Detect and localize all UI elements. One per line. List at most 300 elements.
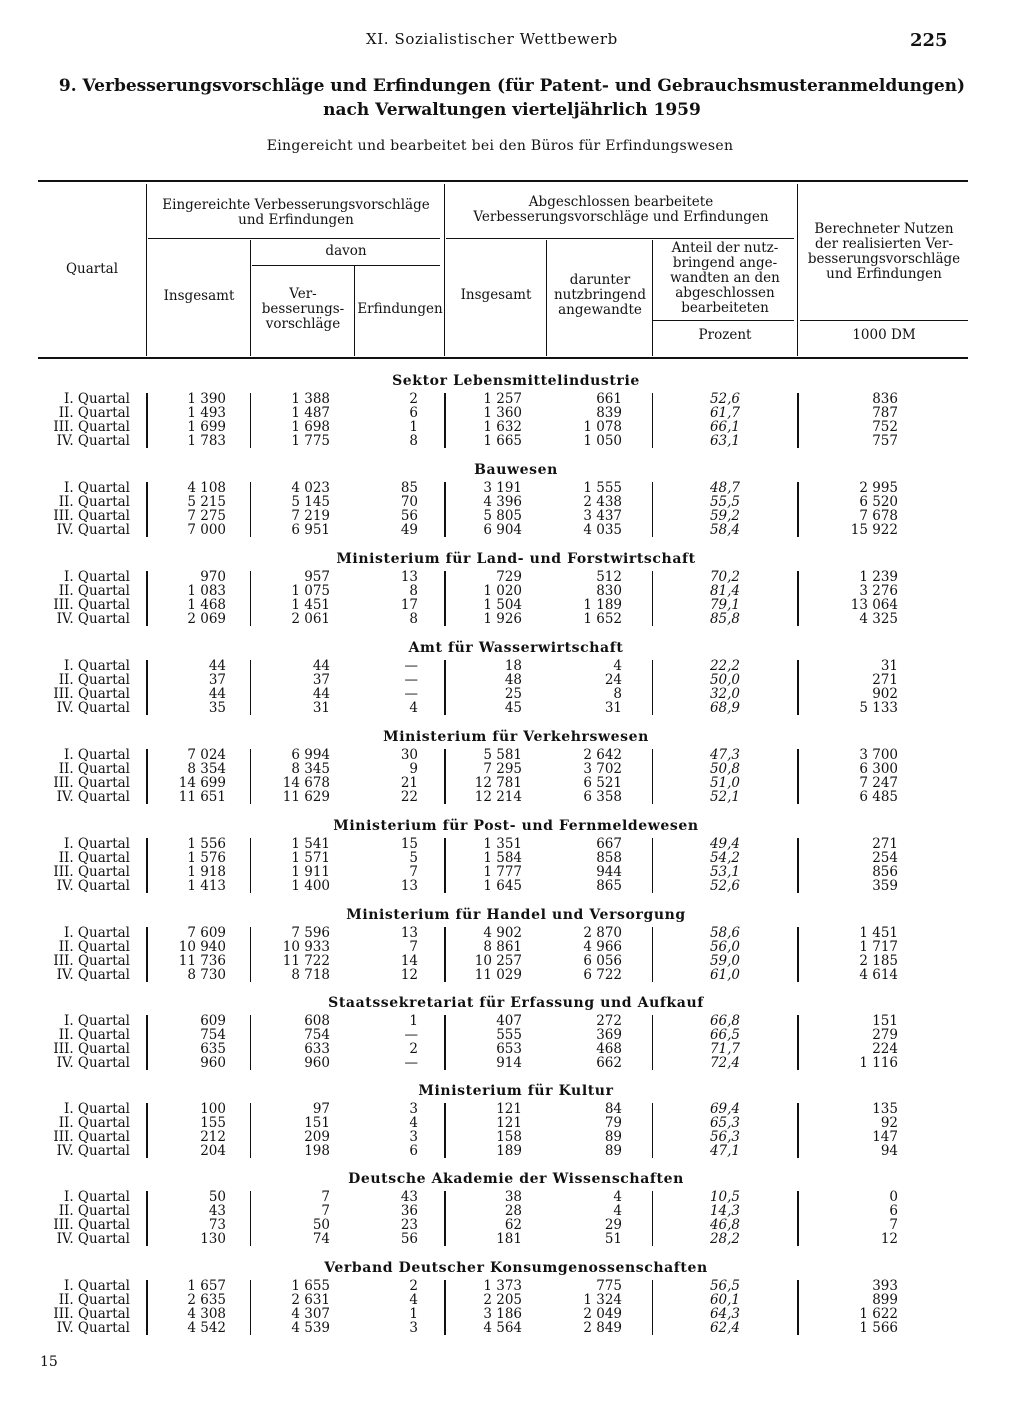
column-divider <box>444 482 446 537</box>
cell-verbesserungsvorschlaege: 209 <box>304 1129 330 1145</box>
header-prozent: Prozent <box>698 327 752 343</box>
cell-nutzbringend: 29 <box>604 1217 622 1233</box>
column-divider <box>444 1280 446 1335</box>
cell-quartal: IV. Quartal <box>56 1231 130 1247</box>
cell-erfindungen: — <box>404 672 418 688</box>
cell-abgeschlossen-insgesamt: 5 581 <box>483 747 522 763</box>
column-divider <box>146 1015 148 1070</box>
cell-nutzbringend: 468 <box>596 1041 622 1057</box>
cell-nutzen: 1 717 <box>859 939 898 955</box>
cell-quartal: IV. Quartal <box>56 1055 130 1071</box>
cell-verbesserungsvorschlaege: 6 951 <box>291 522 330 538</box>
cell-anteil-prozent: 49,4 <box>709 836 740 852</box>
cell-verbesserungsvorschlaege: 44 <box>312 658 330 674</box>
page-number: 225 <box>910 30 948 51</box>
cell-quartal: IV. Quartal <box>56 700 130 716</box>
cell-erfindungen: 4 <box>409 700 418 716</box>
column-divider <box>146 838 148 893</box>
cell-nutzbringend: 2 870 <box>583 925 622 941</box>
cell-abgeschlossen-insgesamt: 1 020 <box>483 583 522 599</box>
header-erfindungen: Erfindungen <box>357 301 443 317</box>
cell-abgeschlossen-insgesamt: 555 <box>496 1027 522 1043</box>
cell-abgeschlossen-insgesamt: 7 295 <box>483 761 522 777</box>
cell-erfindungen: 8 <box>409 433 418 449</box>
cell-verbesserungsvorschlaege: 4 307 <box>291 1306 330 1322</box>
section-heading: Verband Deutscher Konsumgenossenschaften <box>324 1260 708 1276</box>
cell-anteil-prozent: 62,4 <box>709 1320 740 1336</box>
cell-nutzen: 151 <box>872 1013 898 1029</box>
cell-erfindungen: 3 <box>409 1320 418 1336</box>
cell-abgeschlossen-insgesamt: 158 <box>496 1129 522 1145</box>
cell-nutzbringend: 2 849 <box>583 1320 622 1336</box>
cell-abgeschlossen-insgesamt: 1 665 <box>483 433 522 449</box>
cell-quartal: II. Quartal <box>58 1115 130 1131</box>
cell-quartal: I. Quartal <box>64 480 130 496</box>
cell-nutzen: 393 <box>872 1278 898 1294</box>
cell-erfindungen: 6 <box>409 405 418 421</box>
cell-verbesserungsvorschlaege: 1 487 <box>291 405 330 421</box>
cell-nutzen: 15 922 <box>850 522 898 538</box>
cell-eingereicht-insgesamt: 10 940 <box>178 939 226 955</box>
cell-anteil-prozent: 59,2 <box>709 508 740 524</box>
cell-eingereicht-insgesamt: 130 <box>200 1231 226 1247</box>
cell-verbesserungsvorschlaege: 1 451 <box>291 597 330 613</box>
column-divider <box>146 749 148 804</box>
header-abgeschlossen <box>446 195 796 225</box>
cell-erfindungen: 1 <box>409 1013 418 1029</box>
cell-nutzen: 752 <box>872 419 898 435</box>
header-quartal: Quartal <box>65 261 119 277</box>
column-divider <box>250 1015 251 1070</box>
cell-nutzen: 1 566 <box>859 1320 898 1336</box>
column-divider <box>652 838 653 893</box>
header-davon: davon <box>325 243 367 259</box>
cell-nutzbringend: 667 <box>596 836 622 852</box>
column-divider <box>652 1103 653 1158</box>
cell-nutzbringend: 1 189 <box>583 597 622 613</box>
cell-eingereicht-insgesamt: 11 651 <box>178 789 226 805</box>
cell-quartal: II. Quartal <box>58 1027 130 1043</box>
cell-quartal: II. Quartal <box>58 494 130 510</box>
cell-abgeschlossen-insgesamt: 3 186 <box>483 1306 522 1322</box>
column-divider <box>250 927 251 982</box>
cell-quartal: II. Quartal <box>58 850 130 866</box>
cell-erfindungen: 3 <box>409 1101 418 1117</box>
cell-eingereicht-insgesamt: 609 <box>200 1013 226 1029</box>
header-anteil-line: wandten an den <box>670 270 780 286</box>
cell-verbesserungsvorschlaege: 1 775 <box>291 433 330 449</box>
cell-erfindungen: 8 <box>409 583 418 599</box>
cell-abgeschlossen-insgesamt: 25 <box>504 686 522 702</box>
column-divider <box>797 571 799 626</box>
header-anteil-line: Anteil der nutz- <box>671 240 779 256</box>
column-divider <box>652 660 653 715</box>
cell-anteil-prozent: 79,1 <box>709 597 740 613</box>
cell-erfindungen: 85 <box>400 480 418 496</box>
cell-quartal: III. Quartal <box>53 864 130 880</box>
cell-nutzen: 5 133 <box>859 700 898 716</box>
cell-anteil-prozent: 71,7 <box>709 1041 740 1057</box>
cell-erfindungen: 22 <box>400 789 418 805</box>
cell-verbesserungsvorschlaege: 74 <box>312 1231 330 1247</box>
cell-verbesserungsvorschlaege: 10 933 <box>282 939 330 955</box>
running-head: XI. Sozialistischer Wettbewerb <box>366 30 618 48</box>
cell-verbesserungsvorschlaege: 1 655 <box>291 1278 330 1294</box>
cell-quartal: III. Quartal <box>53 775 130 791</box>
cell-nutzen: 7 <box>889 1217 898 1233</box>
column-divider <box>652 482 653 537</box>
cell-nutzbringend: 6 722 <box>583 967 622 983</box>
cell-erfindungen: 1 <box>409 1306 418 1322</box>
cell-abgeschlossen-insgesamt: 1 645 <box>483 878 522 894</box>
cell-nutzen: 6 485 <box>859 789 898 805</box>
cell-nutzen: 836 <box>872 391 898 407</box>
header-verbesserungsvorschlaege <box>252 287 354 332</box>
cell-nutzen: 2 995 <box>859 480 898 496</box>
cell-nutzbringend: 1 652 <box>583 611 622 627</box>
cell-eingereicht-insgesamt: 1 468 <box>187 597 226 613</box>
column-divider <box>250 749 251 804</box>
cell-quartal: III. Quartal <box>53 419 130 435</box>
column-divider <box>652 749 653 804</box>
cell-erfindungen: 12 <box>400 967 418 983</box>
cell-quartal: I. Quartal <box>64 1013 130 1029</box>
cell-anteil-prozent: 10,5 <box>709 1189 740 1205</box>
section-heading: Sektor Lebensmittelindustrie <box>392 373 640 389</box>
header-bottom-rule <box>38 357 968 359</box>
cell-erfindungen: 2 <box>409 1041 418 1057</box>
table-title <box>0 74 1024 122</box>
cell-nutzen: 279 <box>872 1027 898 1043</box>
cell-abgeschlossen-insgesamt: 1 257 <box>483 391 522 407</box>
cell-anteil-prozent: 61,0 <box>709 967 740 983</box>
cell-abgeschlossen-insgesamt: 5 805 <box>483 508 522 524</box>
header-anteil-line: bearbeiteten <box>681 300 769 316</box>
column-divider <box>146 1280 148 1335</box>
cell-erfindungen: — <box>404 1055 418 1071</box>
cell-erfindungen: 36 <box>400 1203 418 1219</box>
cell-anteil-prozent: 69,4 <box>709 1101 740 1117</box>
cell-anteil-prozent: 14,3 <box>709 1203 740 1219</box>
cell-anteil-prozent: 61,7 <box>709 405 740 421</box>
cell-nutzen: 13 064 <box>850 597 898 613</box>
cell-abgeschlossen-insgesamt: 38 <box>504 1189 522 1205</box>
cell-erfindungen: 2 <box>409 1278 418 1294</box>
cell-abgeschlossen-insgesamt: 1 632 <box>483 419 522 435</box>
cell-verbesserungsvorschlaege: 1 400 <box>291 878 330 894</box>
cell-eingereicht-insgesamt: 635 <box>200 1041 226 1057</box>
column-divider <box>797 1280 799 1335</box>
cell-quartal: III. Quartal <box>53 1306 130 1322</box>
cell-nutzen: 7 678 <box>859 508 898 524</box>
section-heading: Ministerium für Post- und Fernmeldewesen <box>333 818 699 834</box>
cell-abgeschlossen-insgesamt: 729 <box>496 569 522 585</box>
cell-nutzen: 271 <box>872 672 898 688</box>
cell-nutzbringend: 661 <box>596 391 622 407</box>
cell-anteil-prozent: 28,2 <box>709 1231 740 1247</box>
cell-verbesserungsvorschlaege: 7 <box>321 1189 330 1205</box>
header-divider <box>250 240 251 356</box>
cell-anteil-prozent: 50,8 <box>709 761 740 777</box>
column-divider <box>652 571 653 626</box>
cell-nutzen: 31 <box>880 658 898 674</box>
cell-nutzen: 3 276 <box>859 583 898 599</box>
cell-nutzen: 0 <box>889 1189 898 1205</box>
cell-abgeschlossen-insgesamt: 1 360 <box>483 405 522 421</box>
cell-quartal: I. Quartal <box>64 1189 130 1205</box>
cell-verbesserungsvorschlaege: 8 345 <box>291 761 330 777</box>
column-divider <box>444 660 446 715</box>
column-divider <box>444 1191 446 1246</box>
cell-abgeschlossen-insgesamt: 4 396 <box>483 494 522 510</box>
cell-anteil-prozent: 64,3 <box>709 1306 740 1322</box>
cell-eingereicht-insgesamt: 1 493 <box>187 405 226 421</box>
cell-quartal: III. Quartal <box>53 953 130 969</box>
cell-erfindungen: 70 <box>400 494 418 510</box>
table-title-line-1: 9. Verbesserungsvorschläge und Erfindungen (für Patent- und Gebrauchsmusteranmeldungen) <box>58 76 966 96</box>
cell-nutzen: 359 <box>872 878 898 894</box>
cell-abgeschlossen-insgesamt: 121 <box>496 1115 522 1131</box>
cell-quartal: I. Quartal <box>64 1101 130 1117</box>
column-divider <box>250 660 251 715</box>
cell-quartal: III. Quartal <box>53 597 130 613</box>
cell-verbesserungsvorschlaege: 1 541 <box>291 836 330 852</box>
cell-nutzen: 6 300 <box>859 761 898 777</box>
cell-nutzen: 254 <box>872 850 898 866</box>
cell-abgeschlossen-insgesamt: 4 902 <box>483 925 522 941</box>
column-divider <box>797 1191 799 1246</box>
header-vv-line: Ver- <box>289 286 317 302</box>
cell-quartal: IV. Quartal <box>56 1143 130 1159</box>
cell-eingereicht-insgesamt: 1 657 <box>187 1278 226 1294</box>
cell-nutzbringend: 944 <box>596 864 622 880</box>
cell-abgeschlossen-insgesamt: 1 926 <box>483 611 522 627</box>
cell-abgeschlossen-insgesamt: 45 <box>504 700 522 716</box>
header-nutzen-line: Berechneter Nutzen <box>814 221 954 237</box>
cell-verbesserungsvorschlaege: 50 <box>312 1217 330 1233</box>
cell-nutzen: 899 <box>872 1292 898 1308</box>
cell-anteil-prozent: 52,1 <box>709 789 740 805</box>
cell-erfindungen: — <box>404 686 418 702</box>
cell-abgeschlossen-insgesamt: 653 <box>496 1041 522 1057</box>
cell-eingereicht-insgesamt: 37 <box>208 672 226 688</box>
cell-erfindungen: 56 <box>400 508 418 524</box>
column-divider <box>652 1191 653 1246</box>
cell-anteil-prozent: 66,8 <box>709 1013 740 1029</box>
cell-eingereicht-insgesamt: 1 556 <box>187 836 226 852</box>
cell-nutzbringend: 8 <box>613 686 622 702</box>
cell-eingereicht-insgesamt: 1 918 <box>187 864 226 880</box>
cell-eingereicht-insgesamt: 1 413 <box>187 878 226 894</box>
cell-abgeschlossen-insgesamt: 1 504 <box>483 597 522 613</box>
cell-nutzbringend: 6 358 <box>583 789 622 805</box>
cell-verbesserungsvorschlaege: 1 075 <box>291 583 330 599</box>
cell-erfindungen: 4 <box>409 1115 418 1131</box>
cell-quartal: III. Quartal <box>53 686 130 702</box>
cell-nutzen: 147 <box>872 1129 898 1145</box>
cell-eingereicht-insgesamt: 50 <box>208 1189 226 1205</box>
cell-eingereicht-insgesamt: 8 354 <box>187 761 226 777</box>
column-divider <box>146 927 148 982</box>
cell-eingereicht-insgesamt: 1 083 <box>187 583 226 599</box>
cell-nutzen: 1 622 <box>859 1306 898 1322</box>
cell-anteil-prozent: 60,1 <box>709 1292 740 1308</box>
cell-eingereicht-insgesamt: 4 542 <box>187 1320 226 1336</box>
cell-erfindungen: — <box>404 1027 418 1043</box>
cell-anteil-prozent: 56,5 <box>709 1278 740 1294</box>
cell-nutzen: 94 <box>880 1143 898 1159</box>
cell-nutzbringend: 4 <box>613 1203 622 1219</box>
cell-anteil-prozent: 53,1 <box>709 864 740 880</box>
header-abgeschlossen-line: Verbesserungsvorschläge und Erfindungen <box>473 209 769 225</box>
cell-abgeschlossen-insgesamt: 189 <box>496 1143 522 1159</box>
cell-verbesserungsvorschlaege: 2 061 <box>291 611 330 627</box>
cell-quartal: I. Quartal <box>64 925 130 941</box>
cell-nutzen: 7 247 <box>859 775 898 791</box>
cell-nutzen: 902 <box>872 686 898 702</box>
column-divider <box>797 1015 799 1070</box>
cell-eingereicht-insgesamt: 7 000 <box>187 522 226 538</box>
cell-verbesserungsvorschlaege: 198 <box>304 1143 330 1159</box>
cell-erfindungen: 13 <box>400 878 418 894</box>
cell-anteil-prozent: 46,8 <box>709 1217 740 1233</box>
cell-eingereicht-insgesamt: 970 <box>200 569 226 585</box>
cell-anteil-prozent: 48,7 <box>709 480 740 496</box>
cell-nutzbringend: 4 <box>613 658 622 674</box>
cell-quartal: IV. Quartal <box>56 1320 130 1336</box>
column-divider <box>444 1015 446 1070</box>
cell-eingereicht-insgesamt: 204 <box>200 1143 226 1159</box>
cell-erfindungen: 6 <box>409 1143 418 1159</box>
cell-quartal: II. Quartal <box>58 1203 130 1219</box>
cell-eingereicht-insgesamt: 212 <box>200 1129 226 1145</box>
cell-abgeschlossen-insgesamt: 181 <box>496 1231 522 1247</box>
cell-verbesserungsvorschlaege: 6 994 <box>291 747 330 763</box>
cell-erfindungen: 1 <box>409 419 418 435</box>
cell-nutzen: 12 <box>880 1231 898 1247</box>
header-darunter-line: darunter <box>569 272 631 288</box>
header-rule-eingereicht <box>148 238 440 239</box>
cell-anteil-prozent: 56,3 <box>709 1129 740 1145</box>
cell-quartal: III. Quartal <box>53 508 130 524</box>
cell-verbesserungsvorschlaege: 633 <box>304 1041 330 1057</box>
cell-erfindungen: 3 <box>409 1129 418 1145</box>
cell-nutzbringend: 6 521 <box>583 775 622 791</box>
cell-erfindungen: 8 <box>409 611 418 627</box>
cell-nutzen: 6 <box>889 1203 898 1219</box>
section-heading: Ministerium für Verkehrswesen <box>383 729 649 745</box>
cell-nutzbringend: 89 <box>604 1143 622 1159</box>
cell-abgeschlossen-insgesamt: 1 373 <box>483 1278 522 1294</box>
cell-verbesserungsvorschlaege: 1 698 <box>291 419 330 435</box>
cell-nutzen: 271 <box>872 836 898 852</box>
section-heading: Ministerium für Kultur <box>418 1083 614 1099</box>
cell-quartal: II. Quartal <box>58 672 130 688</box>
cell-anteil-prozent: 59,0 <box>709 953 740 969</box>
header-einheit: 1000 DM <box>852 327 916 343</box>
cell-anteil-prozent: 85,8 <box>709 611 740 627</box>
cell-eingereicht-insgesamt: 1 783 <box>187 433 226 449</box>
cell-erfindungen: 13 <box>400 925 418 941</box>
header-abgeschlossen-line: Abgeschlossen bearbeitete <box>528 194 714 210</box>
cell-erfindungen: 30 <box>400 747 418 763</box>
cell-eingereicht-insgesamt: 7 609 <box>187 925 226 941</box>
cell-nutzen: 224 <box>872 1041 898 1057</box>
cell-verbesserungsvorschlaege: 960 <box>304 1055 330 1071</box>
cell-abgeschlossen-insgesamt: 10 257 <box>474 953 522 969</box>
cell-verbesserungsvorschlaege: 31 <box>312 700 330 716</box>
header-insgesamt-2: Insgesamt <box>460 287 532 303</box>
cell-nutzen: 135 <box>872 1101 898 1117</box>
column-divider <box>652 1280 653 1335</box>
cell-nutzen: 6 520 <box>859 494 898 510</box>
column-divider <box>652 393 653 448</box>
cell-quartal: IV. Quartal <box>56 878 130 894</box>
cell-verbesserungsvorschlaege: 4 539 <box>291 1320 330 1336</box>
cell-verbesserungsvorschlaege: 5 145 <box>291 494 330 510</box>
cell-nutzen: 757 <box>872 433 898 449</box>
header-nutzen-line: und Erfindungen <box>826 266 942 282</box>
cell-eingereicht-insgesamt: 100 <box>200 1101 226 1117</box>
cell-abgeschlossen-insgesamt: 914 <box>496 1055 522 1071</box>
cell-nutzbringend: 4 966 <box>583 939 622 955</box>
cell-eingereicht-insgesamt: 155 <box>200 1115 226 1131</box>
cell-nutzen: 1 116 <box>859 1055 898 1071</box>
cell-quartal: I. Quartal <box>64 1278 130 1294</box>
cell-eingereicht-insgesamt: 5 215 <box>187 494 226 510</box>
header-vv-line: vorschläge <box>265 316 341 332</box>
cell-eingereicht-insgesamt: 73 <box>208 1217 226 1233</box>
cell-anteil-prozent: 58,6 <box>709 925 740 941</box>
cell-verbesserungsvorschlaege: 7 219 <box>291 508 330 524</box>
cell-anteil-prozent: 51,0 <box>709 775 740 791</box>
cell-verbesserungsvorschlaege: 957 <box>304 569 330 585</box>
column-divider <box>797 749 799 804</box>
cell-eingereicht-insgesamt: 754 <box>200 1027 226 1043</box>
header-top-rule <box>38 180 968 182</box>
cell-nutzbringend: 84 <box>604 1101 622 1117</box>
cell-nutzbringend: 512 <box>596 569 622 585</box>
cell-nutzbringend: 6 056 <box>583 953 622 969</box>
cell-anteil-prozent: 50,0 <box>709 672 740 688</box>
signature-number: 15 <box>40 1354 58 1370</box>
cell-eingereicht-insgesamt: 4 108 <box>187 480 226 496</box>
cell-nutzbringend: 4 <box>613 1189 622 1205</box>
cell-nutzbringend: 3 437 <box>583 508 622 524</box>
header-divider <box>146 184 147 356</box>
header-anteil <box>654 241 796 316</box>
cell-nutzbringend: 89 <box>604 1129 622 1145</box>
header-divider <box>546 240 547 356</box>
cell-verbesserungsvorschlaege: 97 <box>312 1101 330 1117</box>
cell-nutzbringend: 272 <box>596 1013 622 1029</box>
cell-nutzen: 1 451 <box>859 925 898 941</box>
cell-anteil-prozent: 65,3 <box>709 1115 740 1131</box>
cell-nutzbringend: 1 078 <box>583 419 622 435</box>
cell-nutzbringend: 2 049 <box>583 1306 622 1322</box>
cell-verbesserungsvorschlaege: 44 <box>312 686 330 702</box>
cell-quartal: II. Quartal <box>58 761 130 777</box>
cell-nutzbringend: 1 555 <box>583 480 622 496</box>
cell-nutzbringend: 3 702 <box>583 761 622 777</box>
cell-abgeschlossen-insgesamt: 12 214 <box>474 789 522 805</box>
column-divider <box>146 571 148 626</box>
cell-abgeschlossen-insgesamt: 121 <box>496 1101 522 1117</box>
cell-eingereicht-insgesamt: 44 <box>208 686 226 702</box>
section-heading: Ministerium für Handel und Versorgung <box>346 907 686 923</box>
cell-eingereicht-insgesamt: 44 <box>208 658 226 674</box>
cell-erfindungen: 43 <box>400 1189 418 1205</box>
